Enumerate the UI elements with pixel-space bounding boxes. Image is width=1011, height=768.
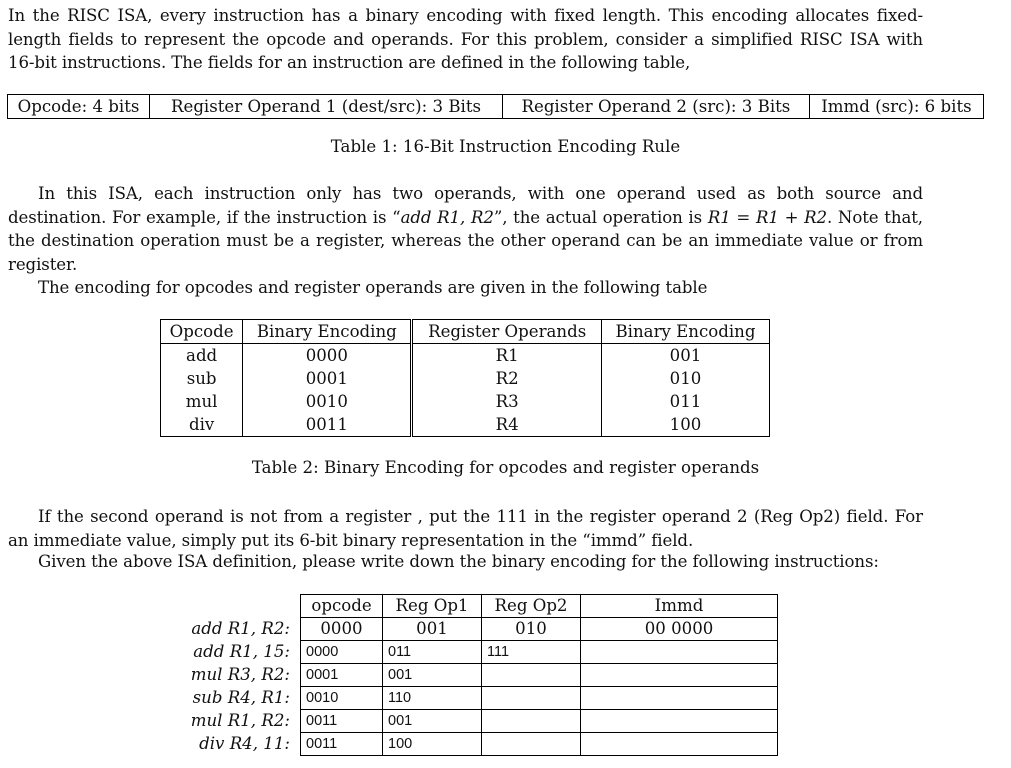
opcode-encoding-cell: 0000 (243, 344, 412, 368)
question-paragraph: Given the above ISA definition, please write down the binary encoding for the following instructions: (38, 552, 879, 571)
register-encoding-cell: 100 (601, 413, 769, 437)
table1-caption: Table 1: 16-Bit Instruction Encoding Rule (330, 137, 681, 156)
operands-paragraph (8, 182, 923, 276)
opcode-answer-field[interactable]: 0011 (301, 710, 383, 733)
immd-answer-field[interactable] (581, 733, 778, 756)
reg-op1-answer-field[interactable]: 011 (383, 641, 482, 664)
table-row (161, 390, 770, 413)
reg-op2-answer-field[interactable] (482, 687, 581, 710)
answer-row (160, 664, 778, 687)
operands-text-a: In this ISA, each instruction only has two operands, with one operand used as both source and destination. For example, if the instruction is “ (8, 184, 923, 227)
opcode-answer-field[interactable]: 0011 (301, 733, 383, 756)
field-reg-op1: Register Operand 1 (dest/src): 3 Bits (150, 95, 503, 119)
instruction-label: mul R1, R2: (190, 711, 290, 730)
instruction-label: add R1, 15: (193, 642, 290, 661)
opcode-encoding-cell: 0011 (243, 413, 412, 437)
encoding-fields-row (8, 95, 984, 119)
field-reg-op2: Register Operand 2 (src): 3 Bits (503, 95, 810, 119)
immd-cell: 00 0000 (581, 618, 778, 641)
table-row (161, 344, 770, 368)
instruction-label: add R1, R2: (191, 619, 290, 638)
intro-paragraph: In the RISC ISA, every instruction has a binary encoding with fixed length. This encoding allocates fixed-length fields to represent the opcode and operands. For this problem, consider a simplified RISC ISA with 16-bit instructions. The fields for an instruction are defined in the following table, (8, 6, 923, 72)
opcode-cell: 0000 (301, 618, 383, 641)
opcode-cell: add (161, 344, 243, 368)
reg-op2-answer-field[interactable] (482, 710, 581, 733)
register-encoding-cell: 011 (601, 390, 769, 413)
reg-op1-answer-field[interactable]: 001 (383, 710, 482, 733)
reg-op2-answer-field[interactable]: 111 (482, 641, 581, 664)
instruction-label: div R4, 11: (199, 734, 290, 753)
header-opcode-encoding: Binary Encoding (243, 320, 412, 344)
example-instruction: add R1, R2 (400, 207, 494, 227)
answer-row (160, 687, 778, 710)
table-row (161, 367, 770, 390)
register-cell: R3 (412, 390, 602, 413)
register-encoding-cell: 001 (601, 344, 769, 368)
opcode-encoding-cell: 0010 (243, 390, 412, 413)
instruction-label: mul R3, R2: (190, 665, 290, 684)
header-register-operands: Register Operands (412, 320, 602, 344)
opcode-answer-field[interactable]: 0000 (301, 641, 383, 664)
header-reg-op1: Reg Op1 (383, 595, 482, 618)
header-opcode: Opcode (161, 320, 243, 344)
opcode-cell: div (161, 413, 243, 437)
opcode-answer-field[interactable]: 0001 (301, 664, 383, 687)
opcode-cell: mul (161, 390, 243, 413)
table-row (161, 413, 770, 437)
answer-header-row (160, 595, 778, 618)
register-cell: R2 (412, 367, 602, 390)
opcode-register-table (160, 319, 770, 437)
register-cell: R1 (412, 344, 602, 368)
example-equation: R1 = R1 + R2 (707, 207, 827, 227)
answer-table (160, 594, 778, 756)
answer-row (160, 641, 778, 664)
field-immd: Immd (src): 6 bits (809, 95, 983, 119)
immd-answer-field[interactable] (581, 710, 778, 733)
register-cell: R4 (412, 413, 602, 437)
opcode-encoding-cell: 0001 (243, 367, 412, 390)
answer-row (160, 710, 778, 733)
instruction-encoding-table (7, 94, 984, 119)
reg-op1-answer-field[interactable]: 110 (383, 687, 482, 710)
reg-op2-cell: 010 (482, 618, 581, 641)
table2-caption: Table 2: Binary Encoding for opcodes and register operands (251, 458, 760, 477)
reg-op1-answer-field[interactable]: 100 (383, 733, 482, 756)
instruction-label: sub R4, R1: (192, 688, 290, 707)
example-row (160, 618, 778, 641)
immd-answer-field[interactable] (581, 641, 778, 664)
immd-answer-field[interactable] (581, 664, 778, 687)
opcode-answer-field[interactable]: 0010 (301, 687, 383, 710)
operands-text-b: ”, the actual operation is (493, 207, 708, 227)
reg-op1-answer-field[interactable]: 001 (383, 664, 482, 687)
reg-op1-cell: 001 (383, 618, 482, 641)
reg-op2-answer-field[interactable] (482, 733, 581, 756)
header-immd: Immd (581, 595, 778, 618)
immd-answer-field[interactable] (581, 687, 778, 710)
header-opcode: opcode (301, 595, 383, 618)
header-register-encoding: Binary Encoding (601, 320, 769, 344)
encoding-intro-paragraph: The encoding for opcodes and register operands are given in the following table (38, 278, 708, 297)
field-opcode: Opcode: 4 bits (8, 95, 150, 119)
reg-op2-answer-field[interactable] (482, 664, 581, 687)
answer-row (160, 733, 778, 756)
header-reg-op2: Reg Op2 (482, 595, 581, 618)
table2-header-row (161, 320, 770, 344)
opcode-cell: sub (161, 367, 243, 390)
register-encoding-cell: 010 (601, 367, 769, 390)
second-operand-paragraph: If the second operand is not from a register , put the 111 in the register operand 2 (Reg Op2) field. For an immediate value, simply put its 6-bit binary representation in the “immd” field. (8, 507, 923, 550)
operands-text-c: . Note that, the destination operation must be a register, whereas the other operand can be an immediate value or from register. (8, 207, 923, 274)
